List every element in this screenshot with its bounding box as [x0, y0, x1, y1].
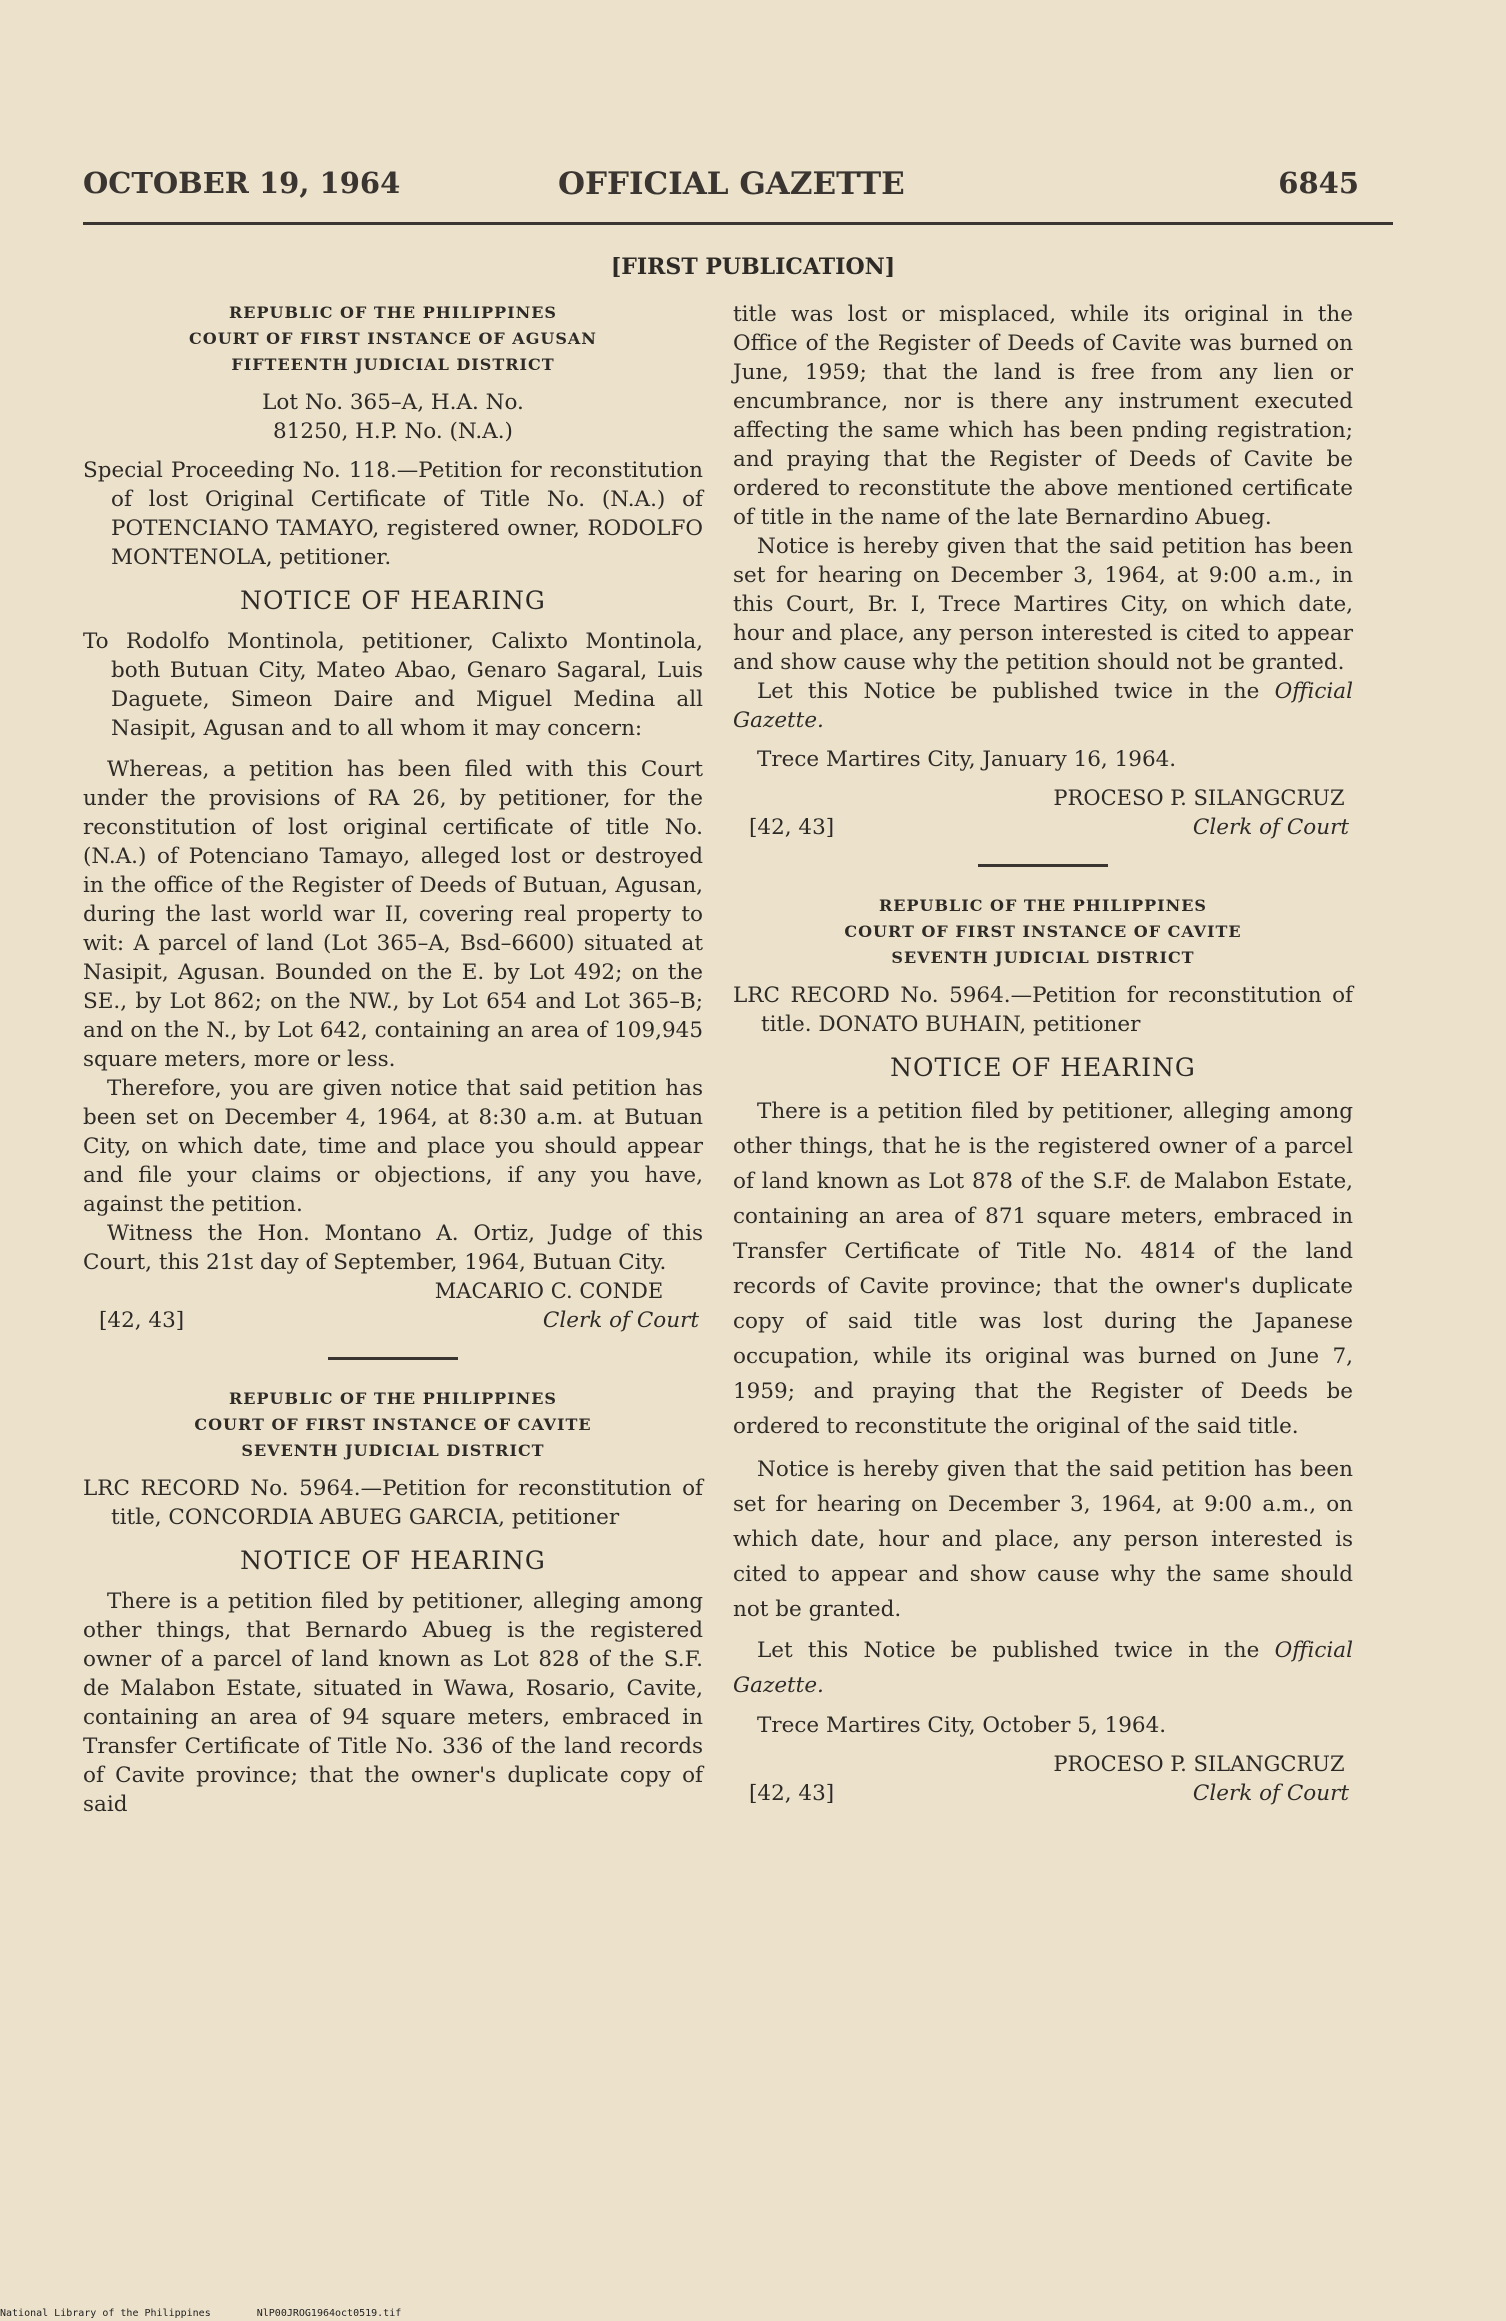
- court-line: REPUBLIC OF THE PHILIPPINES: [229, 1389, 557, 1408]
- body-paragraph: There is a petition filed by petitioner, alleging among other things, that he is the registered owner of a parcel of land known as Lot 878 of the S.F. de Malabon Estate, containing an area of 871 square meters, embraced in Transfer Certificate of Title No. 4814 of the land records of Cavite province; that the owner's duplicate copy of said title was lost during the Japanese occupation, while its original was burned on June 7, 1959; and praying that the Register of Deeds be ordered to reconstitute the original of the said title.: [733, 1099, 1353, 1439]
- gazette-reference: Official Gazette.: [733, 1638, 1353, 1698]
- scan-filename: NlP00JROG1964oct0519.tif: [256, 2308, 402, 2319]
- court-line: SEVENTH JUDICIAL DISTRICT: [241, 1441, 545, 1460]
- notice-2: [83, 1386, 703, 1819]
- section-divider: [978, 864, 1108, 867]
- body-paragraph: title was lost or misplaced, while its original in the Office of the Register of Deeds of Cavite was burned on June, 1959; that the land is free from any lien or encumbrance, nor is there any instrument executed affecting the same which has been pnding registration; and praying that the Register of Deeds of Cavite be ordered to reconstitute the above mentioned certificate of title in the name of the late Bernardino Abueg.: [733, 302, 1353, 530]
- body-paragraph: Notice is hereby given that the said petition has been set for hearing on December 3, 1964, at 9:00 a.m., in this Court, Br. I, Trece Martires City, on which date, hour and place, any person interested is cited to appear and show cause why the petition should not be granted.: [733, 534, 1353, 675]
- instruction-text: Let this Notice be published twice in the: [757, 1638, 1275, 1663]
- publication-instruction: [733, 1633, 1353, 1703]
- notice-heading: NOTICE OF HEARING: [240, 586, 546, 615]
- court-line: COURT OF FIRST INSTANCE OF CAVITE: [844, 922, 1242, 941]
- signer-title: Clerk of Court: [542, 1308, 699, 1333]
- body-paragraph: There is a petition filed by petitioner, alleging among other things, that Bernardo Abueg is the registered owner of a parcel of land known as Lot 828 of the S.F. de Malabon Estate, situated in Wawa, Rosario, Cavite, containing an area of 94 square meters, embraced in Transfer Certificate of Title No. 336 of the land records of Cavite province; that the owner's duplicate copy of said: [83, 1589, 703, 1817]
- notice-3: [733, 893, 1353, 1808]
- signer-title: Clerk of Court: [1192, 815, 1349, 840]
- header-divider: [83, 222, 1393, 225]
- signer-title: Clerk of Court: [1192, 1781, 1349, 1806]
- signer-name: PROCESO P. SILANGCRUZ: [1053, 786, 1345, 810]
- publication-instruction: [733, 677, 1353, 735]
- signature-block: [83, 1277, 703, 1335]
- case-caption: Special Proceeding No. 118.—Petition for reconstitution of lost Original Certificate of Title No. (N.A.) of POTENCIANO TAMAYO, registered owner, RODOLFO MONTENOLA, petitioner.: [83, 458, 703, 570]
- page-number: 6845: [1278, 166, 1359, 200]
- right-column: [733, 300, 1353, 1808]
- notice-heading: NOTICE OF HEARING: [890, 1053, 1196, 1082]
- issue-bracket: [42, 43]: [749, 815, 835, 840]
- body-paragraph: Therefore, you are given notice that said petition has been set on December 4, 1964, at 8:30 a.m. at Butuan City, on which date, time and place you should appear and file your claims or objections, if any you have, against the petition.: [83, 1076, 703, 1217]
- instruction-text: Let this Notice be published twice in the: [757, 679, 1275, 704]
- court-line: REPUBLIC OF THE PHILIPPINES: [879, 896, 1207, 915]
- lot-line: Lot No. 365–A, H.A. No.: [262, 390, 524, 415]
- issue-bracket: [42, 43]: [99, 1308, 185, 1333]
- issue-bracket: [42, 43]: [749, 1781, 835, 1806]
- issue-date: OCTOBER 19, 1964: [83, 166, 401, 200]
- section-divider: [328, 1357, 458, 1360]
- signer-name: PROCESO P. SILANGCRUZ: [1053, 1752, 1345, 1776]
- left-column: [83, 300, 703, 1819]
- court-line: SEVENTH JUDICIAL DISTRICT: [891, 948, 1195, 967]
- case-caption: LRC RECORD No. 5964.—Petition for reconstitution of title, CONCORDIA ABUEG GARCIA, petitioner: [83, 1476, 703, 1530]
- notice-1: [83, 300, 703, 1360]
- publication-title: OFFICIAL GAZETTE: [558, 166, 905, 202]
- gazette-reference: Official Gazette.: [733, 679, 1353, 733]
- addressee: To Rodolfo Montinola, petitioner, Calixto Montinola, both Butuan City, Mateo Abao, Genaro Sagaral, Luis Daguete, Simeon Daire and Miguel Medina all Nasipit, Agusan and to all whom it may concern:: [83, 629, 703, 741]
- case-caption: LRC RECORD No. 5964.—Petition for reconstitution of title. DONATO BUHAIN, petitioner: [733, 983, 1353, 1037]
- signature-block: [733, 1750, 1353, 1808]
- signature-block: [733, 784, 1353, 842]
- library-credit: National Library of the Philippines: [0, 2308, 211, 2319]
- signer-name: MACARIO C. CONDE: [434, 1279, 664, 1303]
- court-line: COURT OF FIRST INSTANCE OF CAVITE: [194, 1415, 592, 1434]
- body-paragraph: Witness the Hon. Montano A. Ortiz, Judge of this Court, this 21st day of September, 1964, Butuan City.: [83, 1221, 703, 1275]
- court-line: COURT OF FIRST INSTANCE OF AGUSAN: [189, 329, 597, 348]
- body-paragraph: Notice is hereby given that the said petition has been set for hearing on December 3, 1964, at 9:00 a.m., on which date, hour and place, any person interested is cited to appear and show cause why the same should not be granted.: [733, 1457, 1353, 1622]
- scan-footer: [0, 2308, 441, 2319]
- notice-2-continued: [733, 300, 1353, 867]
- body-paragraph: Whereas, a petition has been filed with this Court under the provisions of RA 26, by petitioner, for the reconstitution of lost original certificate of title No. (N.A.) of Potenciano Tamayo, alleged lost or destroyed in the office of the Register of Deeds of Butuan, Agusan, during the last world war II, covering real property to wit: A parcel of land (Lot 365–A, Bsd–6600) situated at Nasipit, Agusan. Bounded on the E. by Lot 492; on the SE., by Lot 862; on the NW., by Lot 654 and Lot 365–B; and on the N., by Lot 642, containing an area of 109,945 square meters, more or less.: [83, 757, 703, 1072]
- dateline: Trece Martires City, October 5, 1964.: [757, 1713, 1167, 1738]
- publication-tag: [FIRST PUBLICATION]: [610, 254, 896, 280]
- lot-line: 81250, H.P. No. (N.A.): [273, 419, 513, 444]
- court-line: REPUBLIC OF THE PHILIPPINES: [229, 303, 557, 322]
- notice-heading: NOTICE OF HEARING: [240, 1546, 546, 1575]
- court-line: FIFTEENTH JUDICIAL DISTRICT: [231, 355, 555, 374]
- dateline: Trece Martires City, January 16, 1964.: [757, 747, 1177, 772]
